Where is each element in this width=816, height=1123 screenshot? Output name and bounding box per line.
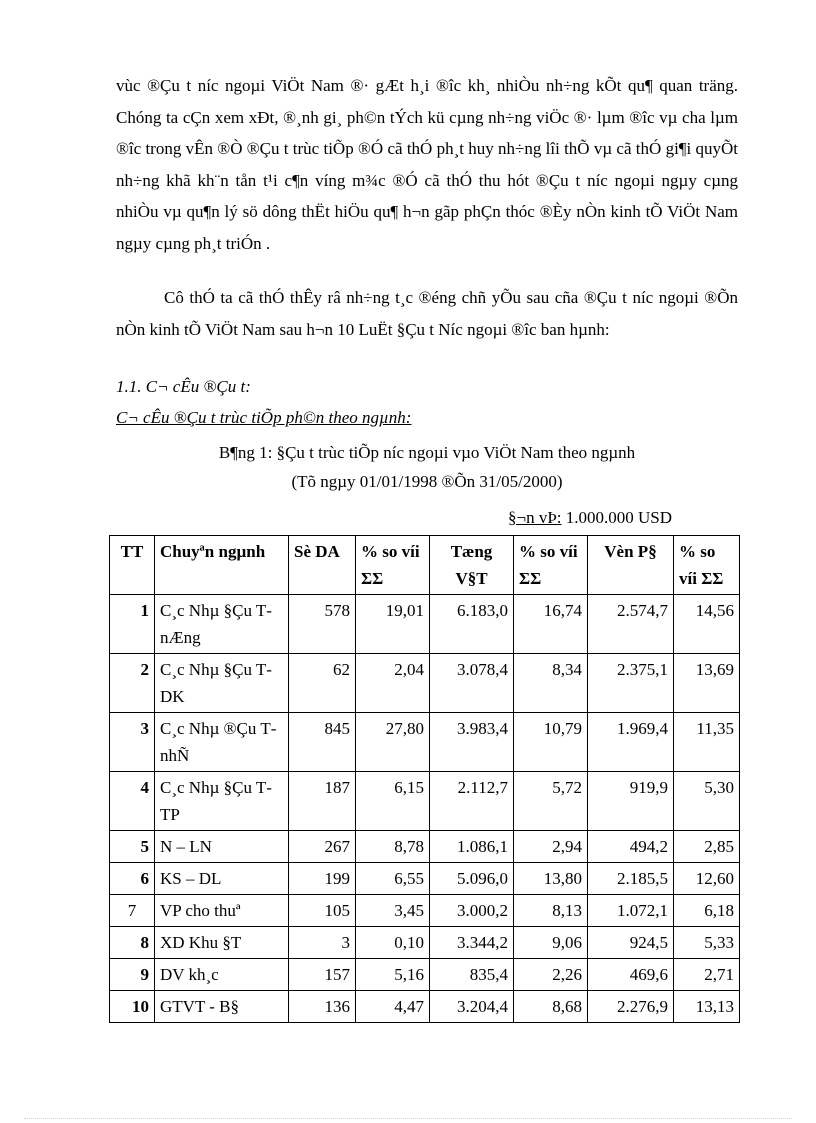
row-number-cell: 10 (110, 991, 155, 1023)
header-sector: Chuyªn ngµnh (155, 536, 289, 595)
pct-legal-cell: 13,13 (674, 991, 740, 1023)
pct-capital-cell: 13,80 (514, 863, 588, 895)
total-capital-cell: 3.078,4 (430, 654, 514, 713)
project-count-cell: 136 (289, 991, 356, 1023)
body-paragraph-2: Cô thÓ ta cã thÓ thÊy râ nh÷ng t¸c ®éng chñ yÕu sau cña ®Çu t níc ngoµi ®Õn nÒn kinh tÕ ViÖt Nam sau h¬n 10 LuËt §Çu t Níc ngoµi ®îc ban hµnh: (116, 288, 738, 339)
header-project-count: Sè DA (289, 536, 356, 595)
pct-projects-cell: 27,80 (356, 713, 430, 772)
project-count-cell: 199 (289, 863, 356, 895)
pct-capital-cell: 16,74 (514, 595, 588, 654)
header-tt: TT (110, 536, 155, 595)
investment-by-sector-table (109, 535, 740, 1023)
sector-name-cell: C¸c Nhµ ®Çu T nhÑ (155, 713, 289, 772)
row-number-cell: 7 (110, 895, 155, 927)
total-capital-cell: 835,4 (430, 959, 514, 991)
unit-value: 1.000.000 USD (561, 508, 673, 527)
sector-name-cell: VP cho thuª (155, 895, 289, 927)
pct-legal-cell: 11,35 (674, 713, 740, 772)
row-number-cell: 9 (110, 959, 155, 991)
legal-capital-cell: 2.375,1 (588, 654, 674, 713)
pct-legal-cell: 14,56 (674, 595, 740, 654)
sector-name-cell: C¸c Nhµ §Çu T nÆng (155, 595, 289, 654)
legal-capital-cell: 1.969,4 (588, 713, 674, 772)
pct-projects-cell: 5,16 (356, 959, 430, 991)
pct-projects-cell: 2,04 (356, 654, 430, 713)
pct-capital-cell: 9,06 (514, 927, 588, 959)
body-paragraph-1: vùc ®Çu t níc ngoµi ViÖt Nam ®· gÆt h¸i ®îc kh¸ nhiÒu nh÷ng kÕt qu¶ quan träng. Chóng ta cÇn xem xÐt, ®¸nh gi¸ ph©n tÝch kü cµng nh÷ng viÖc ®· lµm ®îc vµ cha lµm ®îc trong vÊn ®Ò ®Çu t trùc tiÕp ®Ó cã thÓ ph¸t huy nh÷ng lîi thÕ vµ cã thÓ gi¶i quyÕt nh÷ng khã kh¨n tån t¹i c¶n víng m¾c ®Ó cã thÓ thu hót ®Çu t níc ngoµi ngµy cµng nhiÒu vµ qu¶n lý sö dông thËt hiÖu qu¶ h¬n gãp phÇn thóc ®Èy nÒn kinh tÕ ViÖt Nam ngµy cµng ph¸t triÓn . (116, 76, 738, 253)
legal-capital-cell: 469,6 (588, 959, 674, 991)
table-caption: B¶ng 1: §Çu t trùc tiÕp níc ngoµi vµo ViÖt Nam theo ngµnh (218, 443, 636, 462)
pct-capital-cell: 8,13 (514, 895, 588, 927)
table-row (110, 927, 740, 959)
pct-legal-cell: 6,18 (674, 895, 740, 927)
total-capital-cell: 1.086,1 (430, 831, 514, 863)
project-count-cell: 3 (289, 927, 356, 959)
pct-projects-cell: 6,55 (356, 863, 430, 895)
total-capital-cell: 2.112,7 (430, 772, 514, 831)
unit-note (508, 505, 672, 531)
sector-name-cell: N – LN (155, 831, 289, 863)
row-number-cell: 4 (110, 772, 155, 831)
unit-label: §¬n vÞ: (508, 508, 562, 527)
header-pct-legal: % so víi ΣΣ (674, 536, 740, 595)
table-row (110, 863, 740, 895)
table-row (110, 713, 740, 772)
table-header-row (110, 536, 740, 595)
pct-capital-cell: 8,34 (514, 654, 588, 713)
project-count-cell: 62 (289, 654, 356, 713)
pct-capital-cell: 2,94 (514, 831, 588, 863)
table-row (110, 895, 740, 927)
sector-name-cell: KS – DL (155, 863, 289, 895)
legal-capital-cell: 924,5 (588, 927, 674, 959)
row-number-cell: 1 (110, 595, 155, 654)
page-footer-rule (24, 1118, 792, 1119)
pct-capital-cell: 8,68 (514, 991, 588, 1023)
pct-capital-cell: 2,26 (514, 959, 588, 991)
header-pct-capital: % so víi ΣΣ (514, 536, 588, 595)
pct-capital-cell: 5,72 (514, 772, 588, 831)
table-date-range: (Tõ ngµy 01/01/1998 ®Õn 31/05/2000) (291, 472, 563, 491)
pct-legal-cell: 12,60 (674, 863, 740, 895)
row-number-cell: 2 (110, 654, 155, 713)
subsection-heading: C¬ cÊu ®Çu t trùc tiÕp ph©n theo ngµnh: (116, 408, 412, 427)
legal-capital-cell: 919,9 (588, 772, 674, 831)
legal-capital-cell: 2.185,5 (588, 863, 674, 895)
pct-projects-cell: 4,47 (356, 991, 430, 1023)
table-row (110, 831, 740, 863)
row-number-cell: 6 (110, 863, 155, 895)
pct-legal-cell: 2,85 (674, 831, 740, 863)
table-row (110, 959, 740, 991)
section-heading: 1.1. C¬ cÊu ®Çu t: (116, 377, 251, 396)
project-count-cell: 845 (289, 713, 356, 772)
pct-projects-cell: 8,78 (356, 831, 430, 863)
total-capital-cell: 3.000,2 (430, 895, 514, 927)
project-count-cell: 267 (289, 831, 356, 863)
legal-capital-cell: 1.072,1 (588, 895, 674, 927)
project-count-cell: 157 (289, 959, 356, 991)
sector-name-cell: GTVT - B§ (155, 991, 289, 1023)
pct-legal-cell: 2,71 (674, 959, 740, 991)
project-count-cell: 578 (289, 595, 356, 654)
total-capital-cell: 6.183,0 (430, 595, 514, 654)
row-number-cell: 3 (110, 713, 155, 772)
pct-projects-cell: 6,15 (356, 772, 430, 831)
row-number-cell: 5 (110, 831, 155, 863)
total-capital-cell: 5.096,0 (430, 863, 514, 895)
row-number-cell: 8 (110, 927, 155, 959)
sector-name-cell: XD Khu §T (155, 927, 289, 959)
table-row (110, 772, 740, 831)
header-total-capital: Tæng V§T (430, 536, 514, 595)
total-capital-cell: 3.344,2 (430, 927, 514, 959)
legal-capital-cell: 2.276,9 (588, 991, 674, 1023)
sector-name-cell: C¸c Nhµ §Çu T DK (155, 654, 289, 713)
header-pct-projects: % so víi ΣΣ (356, 536, 430, 595)
table-body (110, 595, 740, 1023)
project-count-cell: 105 (289, 895, 356, 927)
header-legal-capital: Vèn P§ (588, 536, 674, 595)
legal-capital-cell: 494,2 (588, 831, 674, 863)
pct-capital-cell: 10,79 (514, 713, 588, 772)
pct-legal-cell: 5,33 (674, 927, 740, 959)
table-row (110, 991, 740, 1023)
sector-name-cell: C¸c Nhµ §Çu T TP (155, 772, 289, 831)
total-capital-cell: 3.204,4 (430, 991, 514, 1023)
table-row (110, 654, 740, 713)
table-row (110, 595, 740, 654)
pct-projects-cell: 3,45 (356, 895, 430, 927)
total-capital-cell: 3.983,4 (430, 713, 514, 772)
pct-legal-cell: 13,69 (674, 654, 740, 713)
pct-projects-cell: 0,10 (356, 927, 430, 959)
pct-legal-cell: 5,30 (674, 772, 740, 831)
legal-capital-cell: 2.574,7 (588, 595, 674, 654)
pct-projects-cell: 19,01 (356, 595, 430, 654)
project-count-cell: 187 (289, 772, 356, 831)
sector-name-cell: DV kh¸c (155, 959, 289, 991)
